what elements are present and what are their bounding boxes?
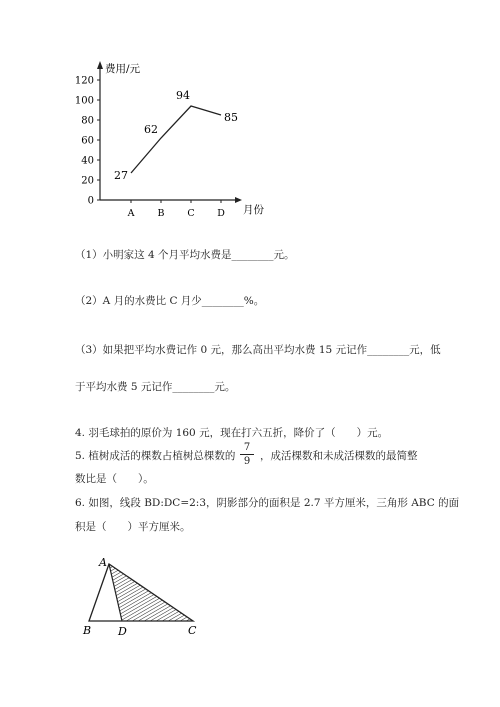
question-1: （1）小明家这 4 个月平均水费是________元。 (75, 249, 295, 261)
x-tick-label: C (187, 208, 195, 219)
question-6-line-2: 积是（ ）平方厘米。 (75, 521, 191, 533)
vertex-label-b: B (83, 624, 92, 637)
data-label: 27 (114, 169, 128, 182)
question-5-fraction (240, 442, 254, 467)
fraction-bar (240, 454, 254, 455)
y-tick-label: 20 (81, 175, 94, 187)
question-6-line-1: 6. 如图，线段 BD:DC=2:3，阴影部分的面积是 2.7 平方厘米，三角形 ABC 的面 (75, 497, 460, 509)
data-label: 94 (176, 89, 190, 102)
y-axis-arrow (97, 61, 103, 69)
x-axis-arrow (235, 197, 242, 203)
y-tick-label: 40 (81, 155, 94, 167)
triangle-figure (78, 555, 208, 640)
question-4: 4. 羽毛球拍的原价为 160 元，现在打六五折，降价了（ ）元。 (75, 427, 389, 439)
data-label: 85 (224, 111, 238, 124)
question-5-part-2: ，成活棵数和未成活棵数的最简整 (260, 450, 418, 462)
question-3-line-1: （3）如果把平均水费记作 0 元，那么高出平均水费 15 元记作________元，低 (75, 344, 441, 356)
fraction-denominator: 9 (243, 456, 251, 467)
y-tick-label: 0 (87, 195, 94, 207)
x-axis-title: 月份 (243, 204, 264, 216)
question-5-line-2: 数比是（ ）。 (75, 473, 154, 485)
vertex-label-a: A (99, 556, 107, 569)
vertex-label-c: C (188, 624, 197, 637)
fraction-numerator: 7 (243, 442, 251, 453)
question-3-line-2: 于平均水费 5 元记作________元。 (75, 381, 236, 393)
y-tick-label: 80 (81, 115, 94, 127)
x-tick-label: A (127, 208, 135, 219)
data-label: 62 (144, 123, 158, 136)
y-axis-title: 费用/元 (105, 63, 141, 75)
y-tick-label: 100 (74, 95, 94, 107)
question-5-part-1: 5. 植树成活的棵数占植树总棵数的 (75, 450, 236, 462)
series-line (131, 106, 221, 173)
y-tick-label: 120 (74, 75, 94, 87)
x-tick-label: B (157, 208, 165, 219)
water-fee-line-chart (60, 55, 280, 220)
vertex-label-d: D (118, 625, 127, 638)
question-2: （2）A 月的水费比 C 月少________%。 (75, 295, 265, 307)
x-tick-label: D (217, 208, 225, 219)
y-tick-label: 60 (81, 135, 94, 147)
